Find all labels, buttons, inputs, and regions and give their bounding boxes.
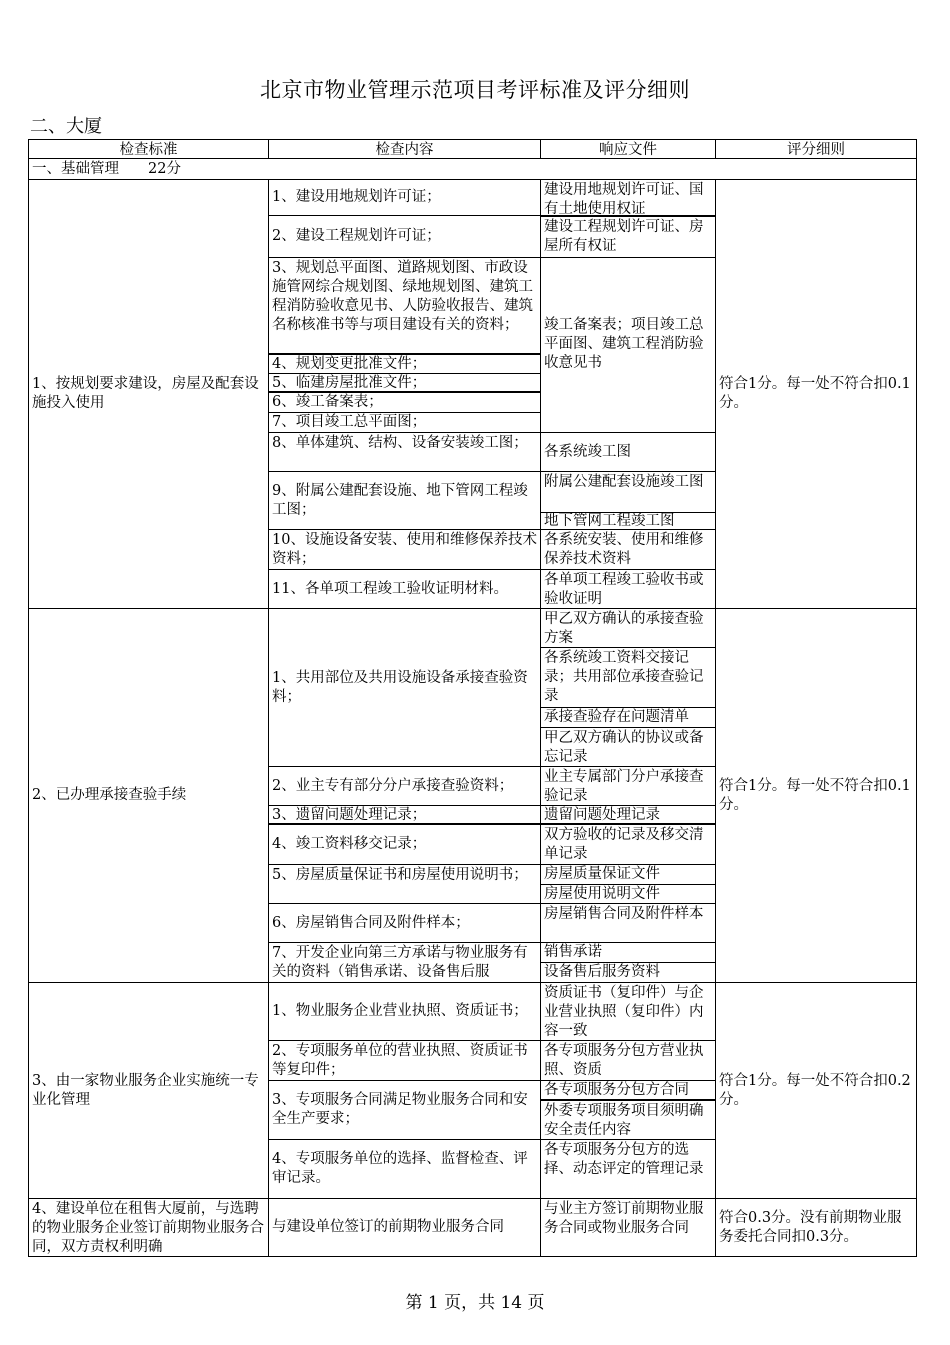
score-rule-text: 符合0.3分。没有前期物业服务委托合同扣0.3分。 xyxy=(719,1209,902,1245)
score-rule-text: 符合1分。每一处不符合扣0.2分。 xyxy=(719,1072,911,1108)
content-cell: 2、专项服务单位的营业执照、资质证书等复印件； xyxy=(268,1040,541,1081)
standard-cell xyxy=(28,982,269,1199)
content-cell: 6、房屋销售合同及附件样本； xyxy=(268,903,541,943)
content-cell: 3、遗留问题处理记录； xyxy=(268,805,541,825)
content-cell: 9、附属公建配套设施、地下管网工程竣工图； xyxy=(268,471,541,530)
score-rule-cell xyxy=(715,982,917,1199)
standard-cell xyxy=(28,179,269,609)
doc-cell: 地下管网工程竣工图 xyxy=(540,512,716,530)
score-rule-text: 符合1分。每一处不符合扣0.1分。 xyxy=(719,777,911,813)
doc-cell: 房屋销售合同及附件样本 xyxy=(540,903,716,943)
header-standard: 检查标准 xyxy=(28,139,269,159)
page-footer: 第 1 页，共 14 页 xyxy=(405,1293,545,1313)
content-cell: 1、建设用地规划许可证； xyxy=(268,179,541,216)
content-cell: 1、物业服务企业营业执照、资质证书； xyxy=(268,982,541,1041)
doc-cell: 甲乙双方确认的协议或备忘记录 xyxy=(540,727,716,767)
doc-cell: 房屋使用说明文件 xyxy=(540,884,716,904)
content-cell: 7、开发企业向第三方承诺与物业服务有关的资料（销售承诺、设备售后服 xyxy=(268,942,541,983)
doc-cell: 房屋质量保证文件 xyxy=(540,864,716,885)
document-title: 北京市物业管理示范项目考评标准及评分细则 xyxy=(260,78,690,102)
doc-cell: 销售承诺 xyxy=(540,942,716,963)
doc-cell: 遗留问题处理记录 xyxy=(540,805,716,825)
doc-cell: 各系统竣工图 xyxy=(540,432,716,472)
content-cell: 3、专项服务合同满足物业服务合同和安全生产要求； xyxy=(268,1080,541,1140)
content-cell: 10、设施设备安装、使用和维修保养技术资料； xyxy=(268,529,541,570)
content-cell: 4、专项服务单位的选择、监督检查、评审记录。 xyxy=(268,1139,541,1199)
doc-cell: 设备售后服务资料 xyxy=(540,962,716,983)
doc-cell: 各系统竣工资料交接记录；共用部位承接查验记录 xyxy=(540,647,716,708)
doc-cell: 业主专属部门分户承接查验记录 xyxy=(540,766,716,806)
header-score: 评分细则 xyxy=(715,139,917,159)
content-cell: 4、规划变更批准文件； xyxy=(268,354,541,374)
doc-cell: 资质证书（复印件）与企业营业执照（复印件）内容一致 xyxy=(540,982,716,1041)
doc-cell: 承接查验存在问题清单 xyxy=(540,707,716,728)
content-cell: 与建设单位签订的前期物业服务合同 xyxy=(268,1198,541,1257)
standard-text: 3、由一家物业服务企业实施统一专业化管理 xyxy=(32,1072,259,1108)
section-heading: 二、大厦 xyxy=(30,116,102,137)
doc-cell: 附属公建配套设施竣工图 xyxy=(540,471,716,513)
content-cell: 11、各单项工程竣工验收证明材料。 xyxy=(268,569,541,609)
doc-cell: 建设用地规划许可证、国有土地使用权证 xyxy=(540,179,716,217)
score-rule-text: 符合1分。每一处不符合扣0.1分。 xyxy=(719,376,911,411)
content-cell: 8、单体建筑、结构、设备安装竣工图； xyxy=(268,432,541,472)
content-cell: 7、项目竣工总平面图； xyxy=(268,412,541,433)
doc-cell: 与业主方签订前期物业服务合同或物业服务合同 xyxy=(540,1198,716,1257)
content-cell: 1、共用部位及共用设施设备承接查验资料； xyxy=(268,608,541,767)
doc-cell: 各专项服务分包方营业执照、资质 xyxy=(540,1040,716,1081)
doc-cell: 双方验收的记录及移交清单记录 xyxy=(540,824,716,865)
content-cell: 2、建设工程规划许可证； xyxy=(268,215,541,258)
content-cell: 5、房屋质量保证书和房屋使用说明书； xyxy=(268,864,541,904)
standard-cell: 4、建设单位在租售大厦前，与选聘的物业服务企业签订前期物业服务合同，双方责权利明确 xyxy=(28,1198,269,1257)
content-cell: 4、竣工资料移交记录； xyxy=(268,824,541,865)
evaluation-table xyxy=(28,139,917,1257)
doc-cell: 外委专项服务项目须明确安全责任内容 xyxy=(540,1100,716,1140)
doc-cell: 甲乙双方确认的承接查验方案 xyxy=(540,608,716,648)
doc-cell: 各系统安装、使用和维修保养技术资料 xyxy=(540,529,716,570)
standard-text: 2、已办理承接查验手续 xyxy=(32,787,187,803)
content-cell: 5、临建房屋批准文件； xyxy=(268,373,541,393)
doc-cell: 各专项服务分包方合同 xyxy=(540,1080,716,1101)
doc-cell: 各专项服务分包方的选择、动态评定的管理记录 xyxy=(540,1139,716,1199)
doc-cell: 建设工程规划许可证、房屋所有权证 xyxy=(540,216,716,258)
content-cell: 6、竣工备案表； xyxy=(268,392,541,413)
score-rule-cell xyxy=(715,608,917,983)
doc-cell: 各单项工程竣工验收书或验收证明 xyxy=(540,569,716,609)
header-docs: 响应文件 xyxy=(540,139,716,159)
doc-cell: 竣工备案表；项目竣工总平面图、建筑工程消防验收意见书 xyxy=(540,257,716,433)
standard-cell xyxy=(28,608,269,983)
content-cell: 3、规划总平面图、道路规划图、市政设施管网综合规划图、绿地规划图、建筑工程消防验收意见书、人防验收报告、建筑名称核准书等与项目建设有关的资料； xyxy=(268,257,541,355)
score-rule-cell xyxy=(715,179,917,609)
standard-text: 1、按规划要求建设，房屋及配套设施投入使用 xyxy=(32,376,259,411)
content-cell: 2、业主专有部分分户承接查验资料； xyxy=(268,766,541,806)
header-content: 检查内容 xyxy=(268,139,541,159)
category-row: 一、基础管理 22分 xyxy=(28,158,917,180)
score-rule-cell xyxy=(715,1198,917,1257)
